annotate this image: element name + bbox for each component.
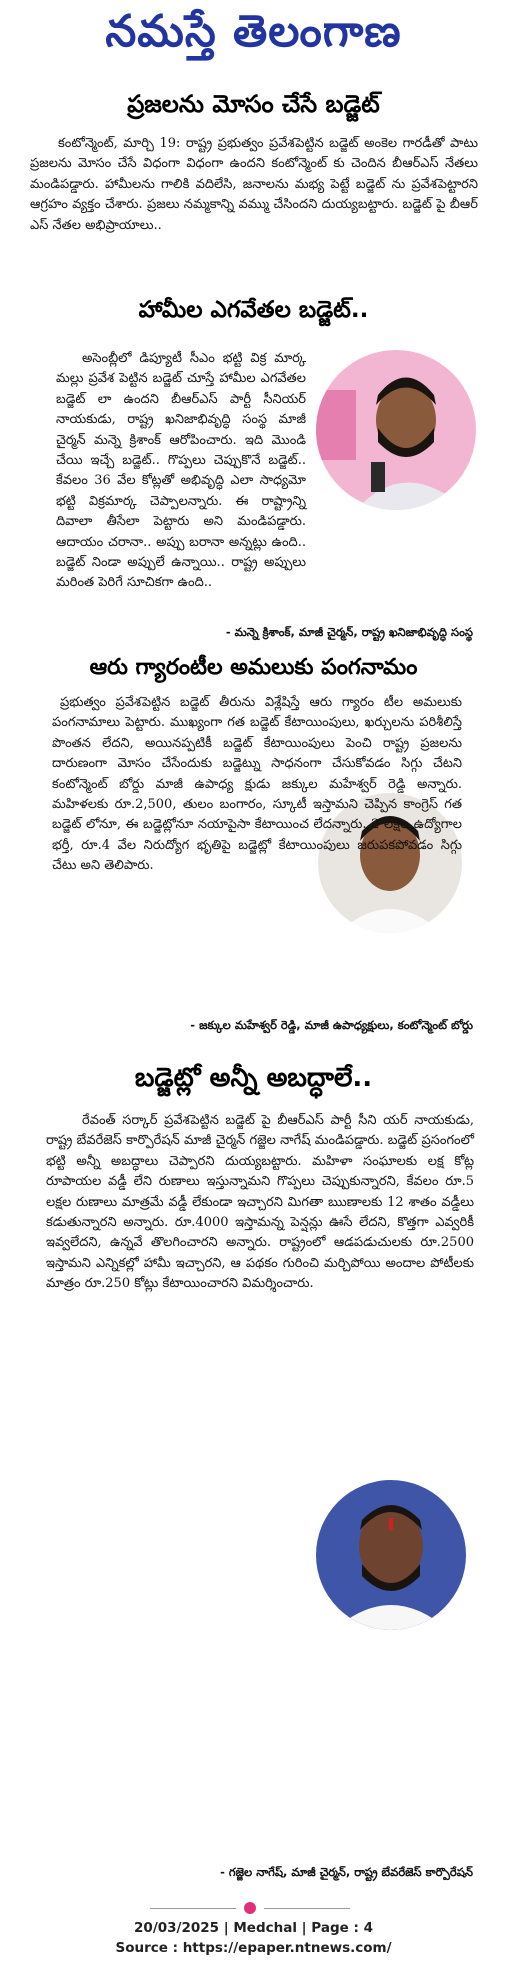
article-4-text: రేవంత్ సర్కార్ ప్రవేశపెట్టిన బడ్జెట్ పై బీఆర్ఎస్ పార్టీ సీని యర్ నాయకుడు, రాష్ట్ర బేవరేజెస్ కార్పొరేషన్ మాజీ చైర్మన్ గజ్జెల నాగేష్ మండిపడ్డారు. బడ్జెట్ ప్రసంగంలో భట్టి అన్నీ అబద్ధాలు చెప్పారని దుయ్యబట్టారు. మహిళా సంఘాలకు లక్ష కోట్ల రూపాయల వడ్డీ లేని రుణాలు ఇస్తున్నామని గొప్పలు చెప్పుకున్నారని, కేవలం రూ.5 లక్షల రుణాలు మాత్రమే వడ్డీ లేకుండా ఇచ్చారని మిగతా ఋణాలకు 12 శాతం వడ్డీలు కడుతున్నారని అన్నారు. రూ.4000 ఇస్తామన్న పెన్షన్లు ఊసే లేదని, కొత్తగా ఎవ్వరికీ ఇవ్వలేదని, ఉన్నవే తొలగించారని అన్నారు. రాష్ట్రంలో ఆడపడుచులకు రూ.2500 ఇస్తామని ఎన్నికల్లో హామీ ఇచ్చారని, ఆ పథకం గురించి మర్చిపోయి అందాల పోటీలకు మాత్రం రూ.250 కోట్లు కేటాయించారని విమర్శించారు. bbox=[46, 1113, 474, 1292]
photo-gajjelanagesh bbox=[316, 1480, 466, 1630]
footer-source: Source : https://epaper.ntnews.com/ bbox=[115, 1940, 392, 1956]
byline-4: - గజ్జెల నాగేష్, మాజీ చైర్మన్, రాష్ట్ర బేవరేజెస్ కార్పొరేషన్ bbox=[220, 1865, 473, 1879]
article-3-body bbox=[52, 693, 462, 877]
headline-4: బడ్జెట్లో అన్నీ అబద్ధాలే.. bbox=[134, 1063, 373, 1093]
byline-2: - మన్నె క్రిశాంక్, మాజీ చైర్మన్, రాష్ట్ర ఖనిజాభివృద్ధి సంస్థ bbox=[225, 625, 473, 639]
footer-edition: 20/03/2025 | Medchal | Page : 4 bbox=[134, 1920, 373, 1936]
footer-ornament-icon bbox=[244, 1902, 256, 1914]
masthead bbox=[0, 0, 507, 78]
portrait-3-icon bbox=[316, 1480, 466, 1630]
footer-divider-left bbox=[150, 1908, 236, 1909]
portrait-1-icon bbox=[316, 350, 476, 510]
article-2-body bbox=[56, 349, 306, 594]
headline-3: ఆరు గ్యారంటీల అమలుకు పంగనామం bbox=[89, 655, 418, 680]
article-1-body bbox=[30, 134, 478, 236]
article-2-text: అసెంబ్లీలో డిప్యూటీ సీఎం భట్టి విక్ర మార్క మల్లు ప్రవేశ పెట్టిన బడ్జెట్ చూస్తే హామీల ఎగవేతల బడ్జెట్ లా ఉందని బీఆర్ఎస్ పార్టీ సీనియర్ నాయకుడు, రాష్ట్ర ఖనిజాభివృద్ధి సంస్థ మాజీ చైర్మన్ మన్నె క్రిశాంక్ ఆరోపించారు. ఇది మొండి చేయి ఇచ్చే బడ్జెట్.. గొప్పలు చెప్పుకొనే బడ్జెట్.. కేవలం 36 వేల కోట్లతో అభివృద్ధి ఎలా సాధ్యమో భట్టి విక్రమార్క చెప్పాలన్నారు. ఈ రాష్ట్రాన్ని దివాలా తీసేలా పెట్టారు అని మండిపడ్డారు. ఆదాయం చరానా.. అప్పు బరానా అన్నట్లు ఉంది.. బడ్జెట్ నిండా అప్పులే ఉన్నాయి.. రాష్ట్ర అప్పులు మరింత పెరిగే సూచికగా ఉంది.. bbox=[56, 351, 306, 591]
photo-mannekrishank bbox=[316, 350, 476, 510]
headline-2: హామీల ఎగవేతల బడ్జెట్.. bbox=[138, 297, 369, 323]
article-1-text: కంటోన్మెంట్, మార్చి 19: రాష్ట్ర ప్రభుత్వం ప్రవేశపెట్టిన బడ్జెట్ అంకెల గారడీతో పాటు ప్రజలను మోసం చేసే విధంగా విధంగా ఉందని కంటోన్మెంట్ కు చెందిన బీఆర్ఎస్ నేతలు మండిపడ్డారు. హామీలను గాలికి వదిలేసి, జనాలను మభ్య పెట్టే బడ్జెట్ ను ప్రవేశపెట్టారని ఆగ్రహం వ్యక్తం చేశారు. ప్రజలు నమ్మకాన్ని వమ్ము చేసిందని దుయ్యబట్టారు. బడ్జెట్ పై బీఆర్ ఎస్ నేతల అభిప్రాయాలు.. bbox=[30, 136, 478, 233]
masthead-title: నమస్తే తెలంగాణ bbox=[105, 6, 402, 57]
article-4-body bbox=[46, 1111, 474, 1295]
article-3-text: ప్రభుత్వం ప్రవేశపెట్టిన బడ్జెట్ తీరును విశ్లేషిస్తే ఆరు గ్యారం టీల అమలుకు పంగనామాలు పెట్టారు. ముఖ్యంగా గత బడ్జెట్ కేటాయింపులు, ఖర్చులను పరిశీలిస్తే పొంతన లేదని, అయినప్పటికీ బడ్జెట్ కేటాయింపులు పెంచి రాష్ట్ర ప్రజలను దారుణంగా మోసం చేసేందుకు బడ్జెట్ను సాధనంగా చేసుకోవడం సిగ్గు చేటని కంటోన్మెంట్ బోర్డు మాజీ ఉపాధ్య క్షుడు జక్కుల మహేశ్వర్ రెడ్డి అన్నారు. మహిళలకు రూ.2,500, తులం బంగారం, స్కూటీ ఇస్తామని చెప్పిన కాంగ్రెస్ గత బడ్జెట్ లోనూ, ఈ బడ్జెట్లోనూ నయాపైసా కేటాయించ లేదన్నారు. 2 లక్షల ఉద్యోగాల భర్తీ, రూ.4 వేల నిరుద్యోగ భృతిపై బడ్జెట్లో కేటాయింపులు జరుపకపోవడం సిగ్గు చేటు అని తెలిపారు. bbox=[52, 695, 462, 874]
headline-1: ప్రజలను మోసం చేసే బడ్జెట్ bbox=[127, 90, 380, 118]
byline-3: - జక్కుల మహేశ్వర్ రెడ్డి, మాజీ ఉపాధ్యక్షులు, కంటోన్మెంట్ బోర్డు bbox=[190, 1018, 473, 1032]
footer-divider-right bbox=[264, 1908, 350, 1909]
